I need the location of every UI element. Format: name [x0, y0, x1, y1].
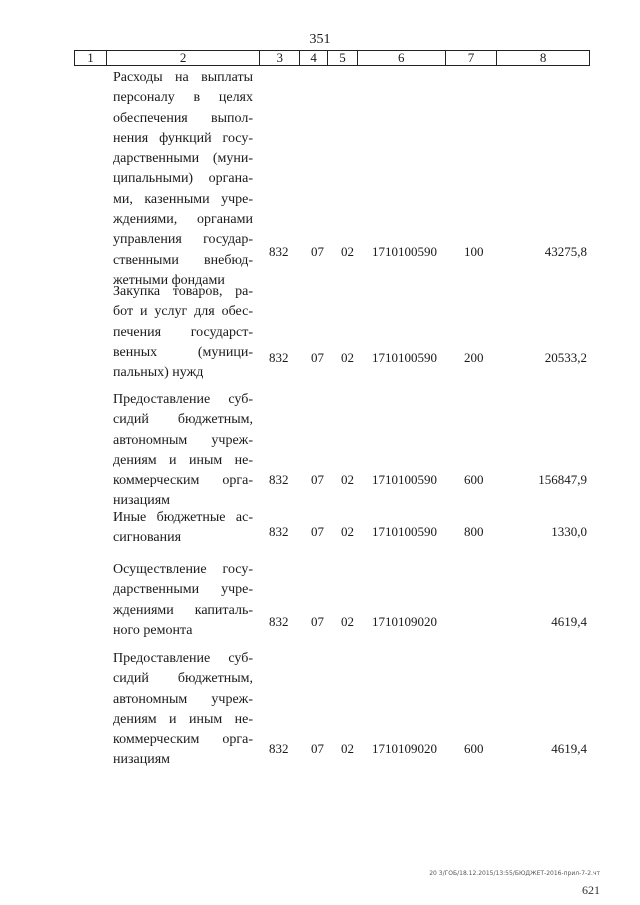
column-header: 7	[446, 51, 498, 65]
cell-section: 07	[311, 350, 324, 365]
cell-amount: 4619,4	[551, 614, 587, 629]
cell-target-article: 1710109020	[372, 614, 437, 629]
cell-ministry: 832	[269, 614, 289, 629]
cell-expense-type: 200	[464, 350, 484, 365]
cell-expense-type: 800	[464, 524, 484, 539]
cell-amount: 20533,2	[544, 350, 587, 365]
cell-subsection: 02	[341, 524, 354, 539]
column-header: 4	[300, 51, 328, 65]
column-header-row	[74, 50, 590, 66]
footer-file-stamp: 20 3/ГОБ/18.12.2015/13:55/БЮДЖЕТ-2016-прил-7-2.чт	[429, 870, 600, 877]
cell-ministry: 832	[269, 244, 289, 259]
cell-ministry: 832	[269, 472, 289, 487]
cell-ministry: 832	[269, 741, 289, 756]
cell-amount: 1330,0	[551, 524, 587, 539]
cell-subsection: 02	[341, 244, 354, 259]
column-header: 6	[358, 51, 446, 65]
row-description: Предоставление суб-сидий бюджетным, автономным учреж-дениям и иным не-коммерческим орга-низациям	[113, 651, 253, 768]
cell-amount: 4619,4	[551, 741, 587, 756]
cell-expense-type: 100	[464, 244, 484, 259]
column-header: 8	[539, 50, 547, 65]
cell-target-article: 1710109020	[372, 741, 437, 756]
cell-subsection: 02	[341, 741, 354, 756]
cell-target-article: 1710100590	[372, 350, 437, 365]
cell-section: 07	[311, 244, 324, 259]
row-description: Иные бюджетные ас-сигнования	[113, 510, 253, 546]
cell-amount: 43275,8	[544, 244, 587, 259]
cell-target-article: 1710100590	[372, 524, 437, 539]
page-number-top: 351	[309, 32, 331, 47]
row-description: Расходы на выплаты персоналу в целях обеспечения выпол-нения функций госу-дарственными (муни-ципальными) органа-ми, казенными учре-ждениями, органами управления государ-ственными внебюд-жетными фондами	[113, 70, 253, 288]
cell-section: 07	[311, 614, 324, 629]
cell-subsection: 02	[341, 472, 354, 487]
cell-target-article: 1710100590	[372, 472, 437, 487]
column-header: 3	[260, 51, 300, 65]
column-header: 1	[75, 51, 107, 65]
cell-expense-type: 600	[464, 741, 484, 756]
cell-section: 07	[311, 741, 324, 756]
cell-section: 07	[311, 524, 324, 539]
cell-subsection: 02	[341, 614, 354, 629]
cell-amount: 156847,9	[538, 472, 587, 487]
cell-ministry: 832	[269, 524, 289, 539]
row-description: Предоставление суб-сидий бюджетным, автономным учреж-дениям и иным не-коммерческим орга-низациям	[113, 392, 253, 509]
row-description: Закупка товаров, ра-бот и услуг для обес-печения государст-венных (муници-пальных) нужд	[113, 284, 253, 381]
column-header: 2	[107, 51, 260, 65]
cell-expense-type: 600	[464, 472, 484, 487]
cell-ministry: 832	[269, 350, 289, 365]
column-header: 5	[328, 51, 358, 65]
page-number-bottom: 621	[582, 883, 600, 897]
cell-subsection: 02	[341, 350, 354, 365]
cell-target-article: 1710100590	[372, 244, 437, 259]
row-description: Осуществление госу-дарственными учре-ждениями капиталь-ного ремонта	[113, 562, 253, 638]
cell-section: 07	[311, 472, 324, 487]
